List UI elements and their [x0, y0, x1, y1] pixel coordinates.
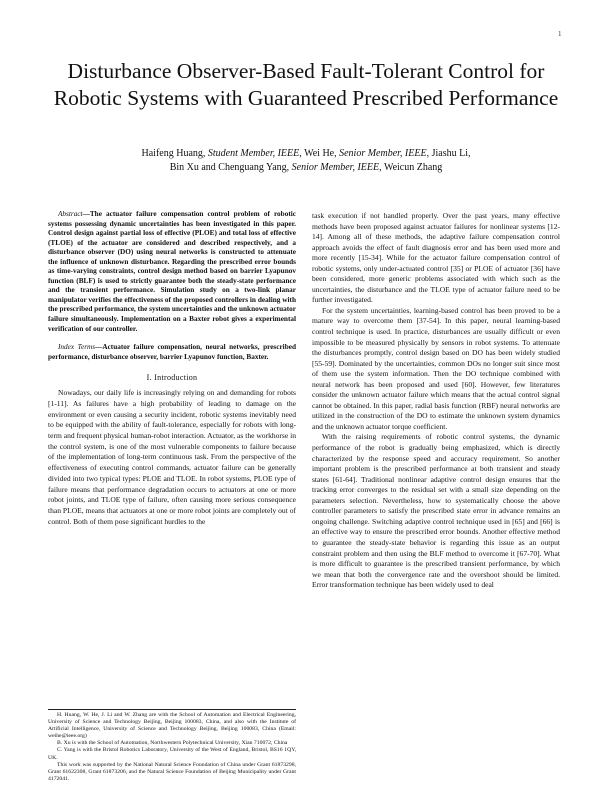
index-terms: [48, 343, 296, 362]
left-column: [48, 210, 296, 527]
author-name: , Weicun Zhang: [379, 162, 443, 173]
author-name: , Wei He,: [299, 148, 340, 159]
footnote-divider: [48, 709, 296, 710]
right-column: [312, 211, 560, 591]
abstract-text: —The actuator failure compensation control problem of robotic systems possessing dynamic uncertainties has been investigated in this paper. Control design against partial loss of effective (PLOE) and total loss of effective (TLOE) of the actuator are considered and described respectively, and a disturbance observer (DO) using neural networks is constructed to attenuate the influence of unknown disturbance. Regarding the prescribed error bounds as time-varying constraints, control design method based on barrier Lyapunov function (BLF) is used to strictly guarantee both the steady-state performance and the transient performance. Simulation study on a two-link planar manipulator verifies the effectiveness of the proposed controllers in dealing with the prescribed performance, the system uncertainties and the unknown actuator failure simultaneously. Implementation on a Baxter robot gives a experimental verification of our controller.: [48, 210, 296, 333]
author-membership: Senior Member, IEEE: [339, 148, 427, 159]
author-name: Bin Xu and Chenguang Yang,: [169, 162, 292, 173]
body-paragraph: For the system uncertainties, learning-based control has been proved to be a mature way to overcome them [37-54]. In this paper, neural learning-based control technique is used. In practice, disturbances are usually difficult or even impossible to be measured physically by sensors in robot systems. To attenuate the disturbances promptly, control design based on DO has been widely studied [55-59]. Dominated by the uncertainties, common DOs no longer suit since most of them use the system information. Then the DO technique combined with neural network has been proposed and used [60]. However, few literatures consider the unknown actuator failure which means that the actual control signal cannot be obtained. In this paper, radial basis function (RBF) neural networks are utilized in the construction of the DO to estimate the unknown system dynamics and the unknown actuator torque coefficient.: [312, 305, 560, 431]
footnote-affiliation: H. Huang, W. He, J. Li and W. Zhang are with the School of Automation and Electrical Engineering, University of Science and Technology Beijing, Beijing 100083, China, and also with the Institute of Artificial Intelligence, University of Science and Technology Beijing, Beijing 100083, China (Email: weihe@ieee.org): [48, 712, 296, 740]
body-paragraph: With the raising requirements of robotic control systems, the dynamic performance of the robot is gradually being emphasized, which is directly characterized by the response speed and accuracy requirement. So another important problem is the prescribed performance at both transient and steady states [61-64]. Traditional nonlinear adaptive control design ensures that the tracking error converges to the residual set with a small size depending on the parameters selection. Nevertheless, how to systematically choose the above controller parameters to satisfy the prescribed state error in advance remains an ongoing challenge. Switching adaptive control technique used in [65] and [66] is an effective way to ensure the prescribed error bounds. Another effective method to guarantee the steady-state behavior is regarding this issue as an output constraint problem and then using the BLF method to overcome it [67-70]. What is more difficult to guarantee is the prescribed transient performance, by which we mean that both the convergence rate and the overshoot should be limited. Error transformation technique has been widely used to deal: [312, 432, 560, 590]
section-heading-introduction: I. Introduction: [146, 373, 198, 383]
body-paragraph: task execution if not handled properly. Over the past years, many effective methods have been proposed against actuator failures for nonlinear systems [12-14]. Among all of these methods, the adaptive failure compensation control approach avoids the effect of fault diagnosis error and has been used more and more recently [15-34]. While for the actuator failure compensation control of robotic systems, only under-actuated control [35] or PLOE of actuator [36] have been considered, more generic problems associated with which such as the uncertainties, the disturbance and the TLOE type of actuator failure need to be further investigated.: [312, 211, 560, 305]
index-terms-lead: Index Terms: [58, 343, 96, 352]
footnotes: [48, 712, 296, 783]
paper-title: Disturbance Observer-Based Fault-Tolerant Control for Robotic Systems with Guaranteed Prescribed Performance: [53, 59, 559, 110]
intro-paragraph: Nowadays, our daily life is increasingly relying on and demanding for robots [1-11]. As failures have a high probability of leading to damage on the environment or even causing a security incident, robotic systems inevitably need to be equipped with the ability of fault-tolerance, especially for robots with long-term and frequent physical human-robot interaction. Actuator, as the workhorse in the control system, is one of the most vulnerable components to failure because of the implementation of long-term continuous task. From the perspective of the effectiveness of executing control commands, actuator failure can be generally divided into two typical types: PLOE and TLOE. In robot systems, PLOE type of failure means that performance degradation occurs to actuators at one or more robot joints, and TLOE type of failure, often causing more serious consequence than PLOE, means that actuators at one or more robot joints are completely out of control. Both of them pose significant hurdles to the: [48, 388, 296, 526]
index-terms-text: —Actuator failure compensation, neural networks, prescribed performance, disturbance observer, barrier Lyapunov function, Baxter.: [48, 343, 296, 361]
footnote-affiliation: B. Xu is with the School of Automation, Northwestern Polytechnical University, Xian 710072, China: [57, 740, 288, 747]
footnote-affiliation: C. Yang is with the Bristol Robotics Laboratory, University of the West of England, Bristol, BS16 1QY, UK.: [48, 747, 296, 761]
author-list: [40, 147, 572, 175]
abstract-lead: Abstract: [58, 210, 83, 218]
footnote-funding: This work was supported by the National Natural Science Foundation of China under Grant 61873298, Grant 61622308, Grant 61873206, and the Natural Science Foundation of Beijing Municipality under Grant 4172041.: [48, 761, 296, 782]
page-number: 1: [558, 30, 562, 38]
author-name: , Jiashu Li,: [426, 148, 471, 159]
author-line-2: [40, 161, 572, 175]
author-membership: Student Member, IEEE: [207, 148, 300, 159]
author-name: Haifeng Huang,: [141, 148, 208, 159]
abstract: [48, 210, 296, 334]
author-line-1: [40, 147, 572, 161]
author-membership: Senior Member, IEEE: [291, 162, 380, 173]
